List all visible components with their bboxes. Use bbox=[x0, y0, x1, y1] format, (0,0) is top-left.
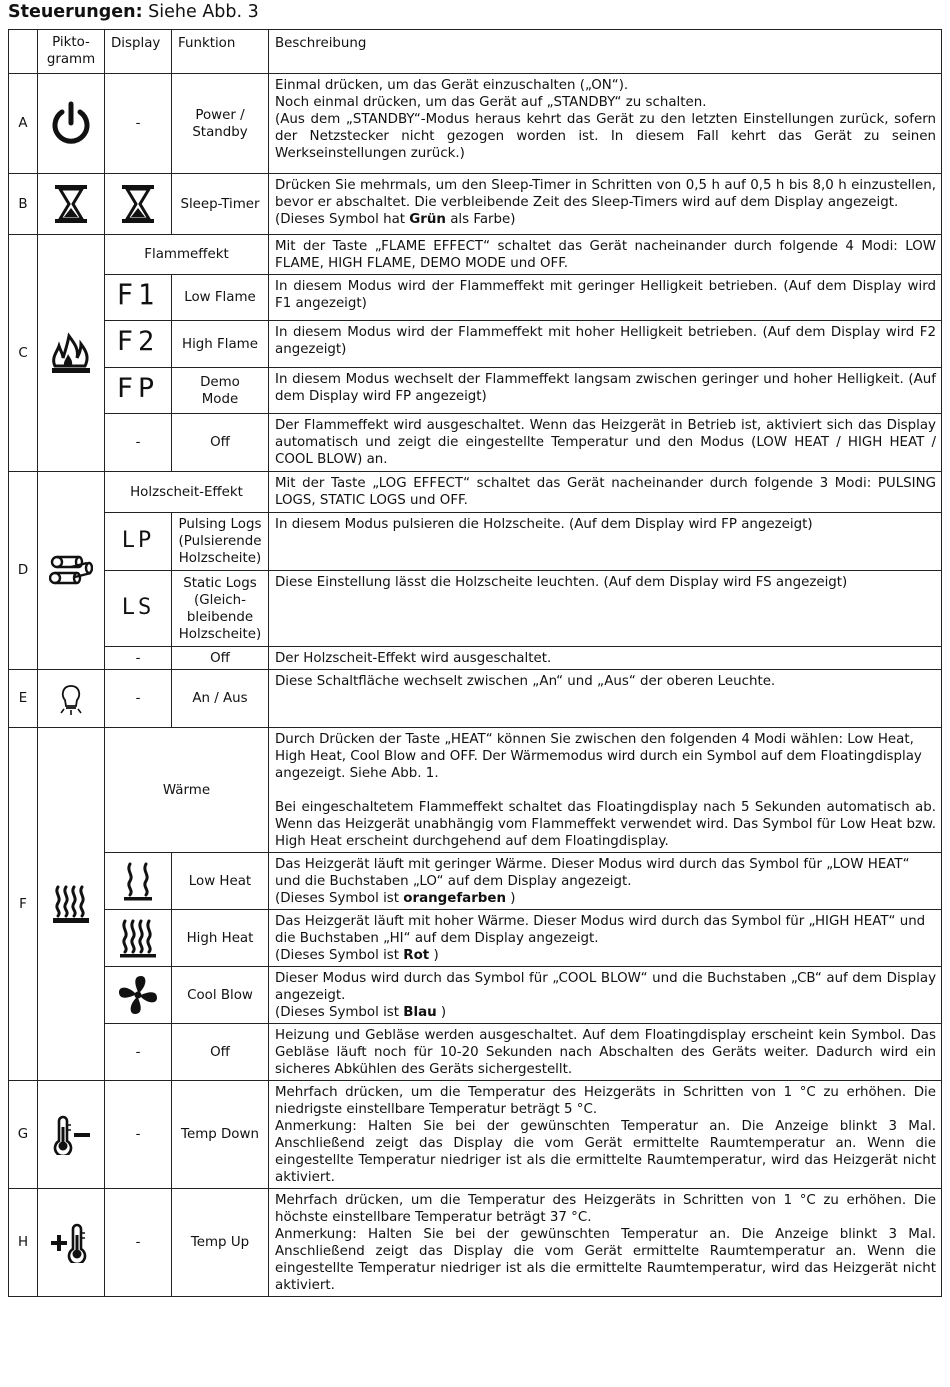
function-label: Off bbox=[172, 1024, 269, 1081]
controls-table bbox=[8, 29, 942, 1297]
function-label: Off bbox=[172, 414, 269, 472]
row-d-header bbox=[9, 472, 942, 513]
description-text: Durch Drücken der Taste „HEAT“ können Sie zwischen den folgenden 4 Modi wählen: Low Heat, High Heat, Cool Blow and OFF. Der Wärmemodus wird durch ein Symbol auf dem Floatingdisplay angezeigt. Siehe Abb. 1. bbox=[275, 732, 922, 781]
description-note-c: ) bbox=[506, 891, 516, 906]
hourglass-icon bbox=[38, 174, 105, 235]
description bbox=[269, 853, 942, 910]
description-note-c: ) bbox=[436, 1005, 447, 1020]
description: In diesem Modus pulsieren die Holzscheite. (Auf dem Display wird FP angezeigt) bbox=[269, 513, 942, 571]
section-header: Flammeffekt bbox=[105, 235, 269, 275]
row-f-sub bbox=[9, 910, 942, 967]
row-d-sub bbox=[9, 571, 942, 647]
row-h bbox=[9, 1189, 942, 1297]
description: Mit der Taste „LOG EFFECT“ schaltet das Gerät nacheinander durch folgende 3 Modi: PULSING LOGS, STATIC LOGS und OFF. bbox=[269, 472, 942, 513]
segment-text: FP bbox=[116, 372, 160, 404]
description-line: Einmal drücken, um das Gerät einzuschalten („ON“). bbox=[275, 78, 629, 93]
section-header: Wärme bbox=[105, 728, 269, 853]
segment-text: LS bbox=[121, 594, 155, 620]
description-text: Mehrfach drücken, um die Temperatur des Heizgeräts in Schritten von 1 °C zu erhöhen. Die niedrigste einstellbare Temperatur beträgt 5 °C. bbox=[275, 1085, 936, 1117]
function-label: High Heat bbox=[172, 910, 269, 967]
description: Mit der Taste „FLAME EFFECT“ schaltet das Gerät nacheinander durch folgende 4 Modi: LOW FLAME, HIGH FLAME, DEMO MODE und OFF. bbox=[269, 235, 942, 275]
row-letter: H bbox=[9, 1189, 38, 1297]
display-value: - bbox=[105, 1024, 172, 1081]
description-line: Noch einmal drücken, um das Gerät auf „STANDBY“ zu schalten. bbox=[275, 95, 707, 110]
segment-text: F1 bbox=[116, 278, 160, 312]
display-segment bbox=[105, 275, 172, 321]
description-note-color: Grün bbox=[409, 212, 446, 227]
function-label: Off bbox=[172, 647, 269, 670]
description-text: Mehrfach drücken, um die Temperatur des Heizgeräts in Schritten von 1 °C zu erhöhen. Die höchste einstellbare Temperatur beträgt 37 °C. bbox=[275, 1193, 936, 1225]
description bbox=[269, 910, 942, 967]
section-header: Holzscheit-Effekt bbox=[105, 472, 269, 513]
row-f-sub bbox=[9, 1024, 942, 1081]
function-label: Cool Blow bbox=[172, 967, 269, 1024]
table-header-row bbox=[9, 30, 942, 74]
temp-up-icon bbox=[38, 1189, 105, 1297]
description: Der Holzscheit-Effekt wird ausgeschaltet. bbox=[269, 647, 942, 670]
fan-icon bbox=[105, 967, 172, 1024]
description-note-c: ) bbox=[429, 948, 439, 963]
function-label: Power / Standby bbox=[172, 74, 269, 174]
display-value: - bbox=[105, 647, 172, 670]
description-note-a: (Dieses Symbol ist bbox=[275, 948, 404, 963]
header-letter bbox=[9, 30, 38, 74]
row-f-sub bbox=[9, 853, 942, 910]
display-segment bbox=[105, 321, 172, 368]
row-f-header bbox=[9, 728, 942, 853]
description bbox=[269, 728, 942, 853]
description-note-a: (Dieses Symbol hat bbox=[275, 212, 410, 227]
description: Der Flammeffekt wird ausgeschaltet. Wenn das Heizgerät in Betrieb ist, aktiviert sich das Display automatisch und zeigt die eingestellte Temperatur und den Modus (LOW HEAT / HIGH HEAT / COOL BLOW) an. bbox=[269, 414, 942, 472]
description-text: Das Heizgerät läuft mit hoher Wärme. Dieser Modus wird durch das Symbol für „HIGH HEAT“ und die Buchstaben „HI“ auf dem Display angezeigt. bbox=[275, 914, 926, 946]
description-note-color: Rot bbox=[403, 948, 430, 963]
display-value: - bbox=[105, 1081, 172, 1189]
row-f-sub bbox=[9, 967, 942, 1024]
function-label: Low Heat bbox=[172, 853, 269, 910]
row-d-sub bbox=[9, 513, 942, 571]
row-b bbox=[9, 174, 942, 235]
row-letter: A bbox=[9, 74, 38, 174]
logs-icon bbox=[38, 472, 105, 670]
description: In diesem Modus wird der Flammeffekt mit geringer Helligkeit betrieben. (Auf dem Display wird F1 angezeigt) bbox=[269, 275, 942, 321]
description bbox=[269, 1081, 942, 1189]
row-c-header bbox=[9, 235, 942, 275]
display-value: - bbox=[105, 414, 172, 472]
segment-text: LP bbox=[121, 527, 155, 553]
row-e bbox=[9, 670, 942, 728]
description-note-a: (Dieses Symbol ist bbox=[275, 1005, 404, 1020]
row-letter: B bbox=[9, 174, 38, 235]
description-note-color: orangefarben bbox=[403, 891, 507, 906]
function-label: Static Logs (Gleich- bleibende Holzscheite) bbox=[172, 571, 269, 647]
header-display: Display bbox=[105, 30, 172, 74]
header-piktogramm: Pikto- gramm bbox=[38, 30, 105, 74]
row-c-sub bbox=[9, 321, 942, 368]
description: Diese Schaltfläche wechselt zwischen „An“ und „Aus“ der oberen Leuchte. bbox=[269, 670, 942, 728]
function-label: Temp Up bbox=[172, 1189, 269, 1297]
description-text: Das Heizgerät läuft mit geringer Wärme. Dieser Modus wird durch das Symbol für „LOW HEAT“ und die Buchstaben „LO“ auf dem Display angezeigt. bbox=[275, 857, 910, 889]
row-letter: E bbox=[9, 670, 38, 728]
title-bold: Steuerungen: bbox=[8, 2, 143, 22]
header-beschreibung: Beschreibung bbox=[269, 30, 942, 74]
segment-text: F2 bbox=[116, 326, 160, 357]
lightbulb-icon bbox=[38, 670, 105, 728]
description: Heizung und Gebläse werden ausgeschaltet. Auf dem Floatingdisplay erscheint kein Symbol. Das Gebläse läuft noch für 10-20 Sekunden nach Abschalten des Geräts weiter. Dadurch wird ein sicheres Abkühlen des Geräts sichergestellt. bbox=[269, 1024, 942, 1081]
row-c-sub bbox=[9, 414, 942, 472]
row-letter: C bbox=[9, 235, 38, 472]
row-a bbox=[9, 74, 942, 174]
row-c-sub bbox=[9, 368, 942, 414]
row-letter: G bbox=[9, 1081, 38, 1189]
function-label: Temp Down bbox=[172, 1081, 269, 1189]
description bbox=[269, 174, 942, 235]
row-letter: F bbox=[9, 728, 38, 1081]
description-text: Dieser Modus wird durch das Symbol für „COOL BLOW“ und die Buchstaben „CB“ auf dem Display angezeigt. bbox=[275, 971, 936, 1003]
description-line: (Aus dem „STANDBY“-Modus heraus kehrt das Gerät zu den letzten Einstellungen zurück, sofern der Netzstecker nicht gezogen worden ist. In diesem Fall kehrt das Gerät zu seinen Werkseinstellungen zurück.) bbox=[275, 112, 936, 161]
description: In diesem Modus wechselt der Flammeffekt langsam zwischen geringer und hoher Helligkeit. (Auf dem Display wird FP angezeigt) bbox=[269, 368, 942, 414]
function-label: Demo Mode bbox=[172, 368, 269, 414]
description: In diesem Modus wird der Flammeffekt mit hoher Helligkeit betrieben. (Auf dem Display wird F2 angezeigt) bbox=[269, 321, 942, 368]
description-text: Drücken Sie mehrmals, um den Sleep-Timer in Schritten von 0,5 h auf 0,5 h bis 8,0 h einzustellen, bevor er abschaltet. Die verbleibende Zeit des Sleep-Timers wird auf dem Display angezeigt. bbox=[275, 178, 936, 210]
description bbox=[269, 1189, 942, 1297]
title-rest: Siehe Abb. 3 bbox=[148, 2, 259, 22]
display-value: - bbox=[105, 74, 172, 174]
hourglass-display-icon bbox=[105, 174, 172, 235]
display-segment bbox=[105, 513, 172, 571]
power-icon bbox=[38, 74, 105, 174]
heat-icon bbox=[38, 728, 105, 1081]
function-label: High Flame bbox=[172, 321, 269, 368]
description-text: Bei eingeschaltetem Flammeffekt schaltet das Floatingdisplay nach 5 Sekunden automatisch ab. Wenn das Heizgerät unabhängig vom Flammeffekt verwendet wird. Das Symbol für Low Heat bzw. High Heat erscheint durchgehend auf dem Floatingdisplay. bbox=[275, 800, 936, 849]
description bbox=[269, 74, 942, 174]
row-d-sub bbox=[9, 647, 942, 670]
function-label: An / Aus bbox=[172, 670, 269, 728]
display-segment bbox=[105, 571, 172, 647]
high-heat-icon bbox=[105, 910, 172, 967]
row-letter: D bbox=[9, 472, 38, 670]
display-value: - bbox=[105, 1189, 172, 1297]
description-note-a: (Dieses Symbol ist bbox=[275, 891, 404, 906]
row-c-sub bbox=[9, 275, 942, 321]
description bbox=[269, 967, 942, 1024]
page-title bbox=[8, 2, 259, 22]
display-value: - bbox=[105, 670, 172, 728]
description-note-c: als Farbe) bbox=[445, 212, 516, 227]
low-heat-icon bbox=[105, 853, 172, 910]
row-g bbox=[9, 1081, 942, 1189]
temp-down-icon bbox=[38, 1081, 105, 1189]
description-note: Anmerkung: Halten Sie bei der gewünschten Temperatur an. Die Anzeige blinkt 3 Mal. Anschließend zeigt das Display die vom Gerät ermittelte Raumtemperatur an. Wenn die eingestellte Temperatur niedriger ist als die ermittelte Raumtemperatur, wird das Heizgerät nicht aktiviert. bbox=[275, 1119, 936, 1185]
description: Diese Einstellung lässt die Holzscheite leuchten. (Auf dem Display wird FS angezeigt) bbox=[269, 571, 942, 647]
function-label: Pulsing Logs (Pulsierende Holzscheite) bbox=[172, 513, 269, 571]
description-note: Anmerkung: Halten Sie bei der gewünschten Temperatur an. Die Anzeige blinkt 3 Mal. Anschließend zeigt das Display die vom Gerät ermittelte Raumtemperatur an. Wenn die eingestellte Temperatur niedriger ist als die ermittelte Raumtemperatur, wird das Heizgerät nicht aktiviert. bbox=[275, 1227, 936, 1293]
description-note-color: Blau bbox=[403, 1005, 437, 1020]
display-segment bbox=[105, 368, 172, 414]
header-funktion: Funktion bbox=[172, 30, 269, 74]
flame-icon bbox=[38, 235, 105, 472]
function-label: Sleep-Timer bbox=[172, 174, 269, 235]
function-label: Low Flame bbox=[172, 275, 269, 321]
